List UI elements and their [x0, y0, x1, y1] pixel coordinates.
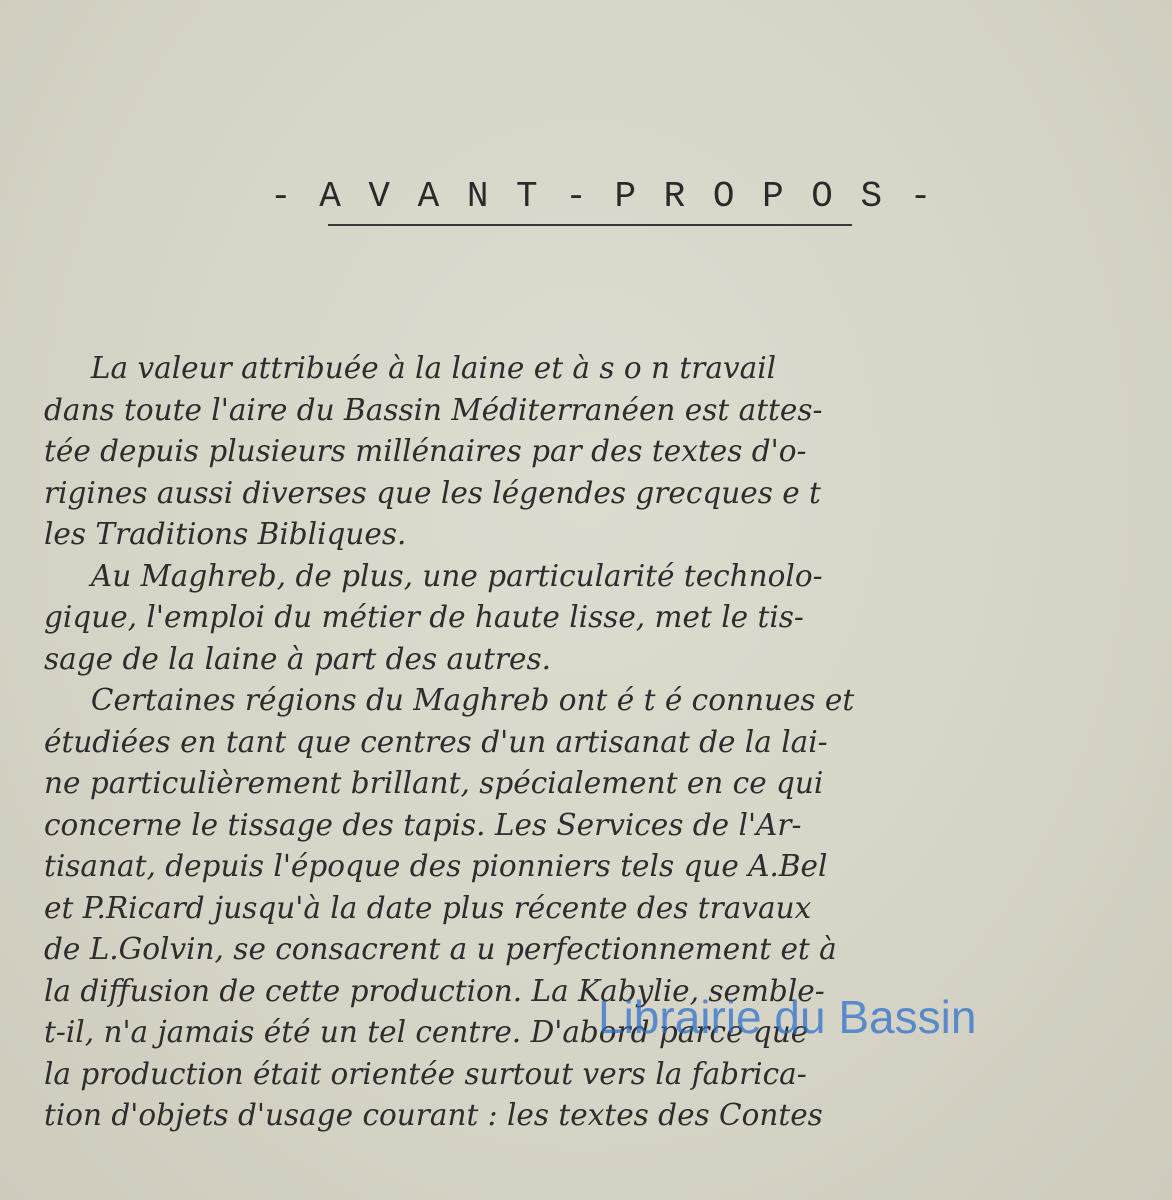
text-line: la diffusion de cette production. La Kabylie, semble-	[44, 973, 825, 1008]
text-line: la production était orientée surtout vers la fabrica-	[44, 1056, 807, 1091]
page-title: - A V A N T - P R O P O S -	[270, 176, 935, 217]
text-line: dans toute l'aire du Bassin Méditerranéen est attes-	[44, 392, 823, 427]
watermark-text: Librairie du Bassin	[598, 991, 977, 1043]
text-line: les Traditions Bibliques.	[44, 517, 407, 551]
text-line: concerne le tissage des tapis. Les Services de l'Ar-	[44, 807, 802, 842]
text-line: tée depuis plusieurs millénaires par des textes d'o-	[44, 434, 807, 468]
text-line: de L.Golvin, se consacrent a u perfectionnement et à	[44, 932, 837, 966]
text-line: ne particulièrement brillant, spécialement en ce qui	[44, 766, 824, 800]
text-line: tion d'objets d'usage courant : les textes des Contes	[44, 1098, 823, 1132]
text-line: étudiées en tant que centres d'un artisanat de la lai-	[44, 724, 828, 759]
text-line: sage de la laine à part des autres.	[44, 641, 552, 676]
text-line: tisanat, depuis l'époque des pionniers tels que A.Bel	[44, 849, 828, 883]
text-line: La valeur attribuée à la laine et à s o n travail	[44, 351, 777, 385]
text-line: Certaines régions du Maghreb ont é t é connues et	[44, 683, 855, 717]
text-line: rigines aussi diverses que les légendes grecques e t	[44, 475, 821, 510]
text-line: gique, l'emploi du métier de haute lisse, met le tis-	[44, 600, 804, 634]
text-line: Au Maghreb, de plus, une particularité technolo-	[44, 558, 823, 593]
text-line: et P.Ricard jusqu'à la date plus récente des travaux	[44, 890, 812, 925]
title-underline	[328, 224, 852, 226]
text-line: t-il, n'a jamais été un tel centre. D'abord parce que	[44, 1015, 809, 1049]
